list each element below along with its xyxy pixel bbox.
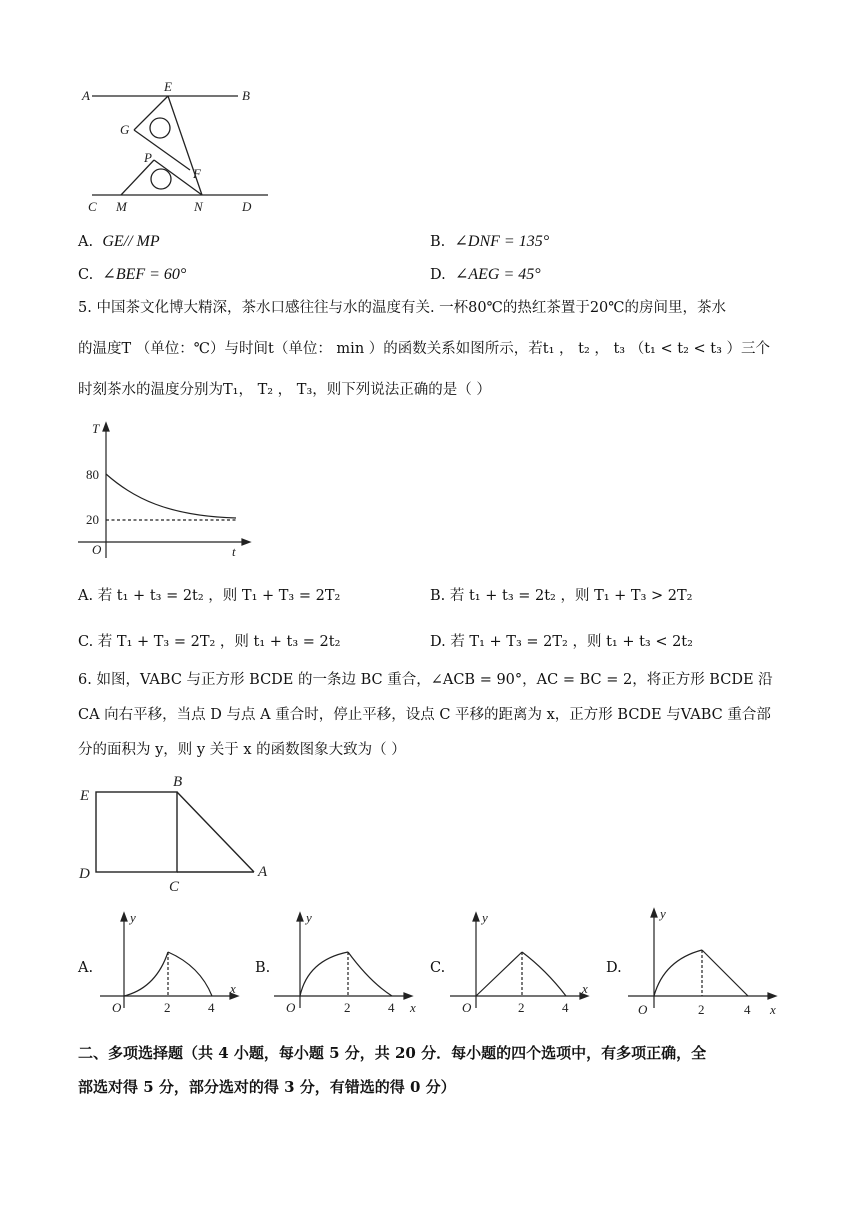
- q4-option-b: B. ∠DNF = 135°: [430, 233, 550, 250]
- q6c-t4: 4: [562, 1000, 569, 1015]
- label-G: G: [120, 122, 130, 137]
- label-N: N: [194, 199, 203, 214]
- q6c-y: y: [482, 910, 488, 925]
- label-C: C: [88, 199, 97, 214]
- label-F: F: [193, 166, 201, 181]
- q5-temperature-graph: [78, 418, 258, 560]
- q5-stem-line3: 时刻茶水的温度分别为T₁， T₂ ， T₃，则下列说法正确的是（ ）: [78, 382, 491, 398]
- q6c-x: x: [582, 981, 588, 996]
- q6-option-c-letter: C.: [430, 960, 446, 976]
- q5-option-b: B. 若 t₁ + t₃ = 2t₂ ，则 T₁ + T₃ > 2T₂: [430, 588, 693, 604]
- q6c-t2: 2: [518, 1000, 525, 1015]
- q6-option-a-graph: [96, 908, 246, 1020]
- q5-option-c: C. 若 T₁ + T₃ = 2T₂ ，则 t₁ + t₃ = 2t₂: [78, 634, 341, 650]
- q6-stem-line2: CA 向右平移，当点 D 与点 A 重合时，停止平移，设点 C 平移的距离为 x，正方形 BCDE 与VABC 重合部: [78, 707, 771, 723]
- q6b-t4: 4: [388, 1000, 395, 1015]
- q5-stem-line1: 5. 中国茶文化博大精深，茶水口感往往与水的温度有关. 一杯80℃的热红茶置于20℃的房间里，茶水: [78, 300, 727, 316]
- q4-option-d: D. ∠AEG = 45°: [430, 266, 541, 283]
- label-P: P: [144, 150, 152, 165]
- q6a-t4: 4: [208, 1000, 215, 1015]
- label-B: B: [242, 88, 250, 103]
- q6a-x: x: [230, 981, 236, 996]
- q6-label-B: B: [173, 774, 183, 790]
- q6-label-D: D: [79, 866, 90, 882]
- q6-option-d-letter: D.: [606, 960, 622, 976]
- q6a-t2: 2: [164, 1000, 171, 1015]
- section2-heading-line1: 二、多项选择题（共 4 小题，每小题 5 分，共 20 分．每小题的四个选项中，有多项正确，全: [78, 1044, 707, 1062]
- q5-axis-t: t: [232, 544, 236, 559]
- q6d-y: y: [660, 906, 666, 921]
- q5-tick-80: 80: [86, 467, 99, 482]
- q6-label-C: C: [169, 879, 180, 894]
- q6b-y: y: [306, 910, 312, 925]
- q6-option-b-letter: B.: [255, 960, 271, 976]
- q6-option-b-graph: [270, 908, 420, 1020]
- q6b-t2: 2: [344, 1000, 351, 1015]
- label-M: M: [116, 199, 127, 214]
- q6-label-A: A: [258, 864, 268, 880]
- q6-stem-line3: 分的面积为 y，则 y 关于 x 的函数图象大致为（ ）: [78, 742, 406, 758]
- q6a-y: y: [130, 910, 136, 925]
- q4-option-a: A. GE// MP: [78, 233, 160, 250]
- q6d-x: x: [770, 1002, 776, 1017]
- q6-option-d-graph: [624, 904, 784, 1020]
- label-A: A: [82, 88, 90, 103]
- q6-label-E: E: [80, 788, 90, 804]
- q5-tick-20: 20: [86, 512, 99, 527]
- q6d-t4: 4: [744, 1002, 751, 1017]
- q5-origin: O: [92, 542, 102, 557]
- q4-figure: [78, 78, 268, 218]
- q6b-x: x: [410, 1000, 416, 1015]
- section2-heading-line2: 部选对得 5 分，部分选对的得 3 分，有错选的得 0 分）: [78, 1078, 456, 1096]
- q6d-t2: 2: [698, 1002, 705, 1017]
- q6-option-a-letter: A.: [78, 960, 94, 976]
- q6b-o: O: [286, 1000, 296, 1015]
- q4-option-c: C. ∠BEF = 60°: [78, 266, 187, 283]
- q5-stem-line2: 的温度T （单位：℃）与时间t（单位： min ）的函数关系如图所示，若t₁ ， t₂ ， t₃ （t₁ < t₂ < t₃ ）三个: [78, 341, 770, 357]
- q6d-o: O: [638, 1002, 648, 1017]
- label-E: E: [164, 79, 172, 94]
- q5-axis-T: T: [92, 421, 100, 436]
- q6c-o: O: [462, 1000, 472, 1015]
- q6-figure: [76, 770, 276, 894]
- q5-option-d: D. 若 T₁ + T₃ = 2T₂ ，则 t₁ + t₃ < 2t₂: [430, 634, 693, 650]
- label-D: D: [242, 199, 252, 214]
- q6-option-c-graph: [446, 908, 596, 1020]
- q6-stem-line1: 6. 如图，VABC 与正方形 BCDE 的一条边 BC 重合，∠ACB = 90°，AC = BC = 2，将正方形 BCDE 沿: [78, 672, 773, 688]
- q5-option-a: A. 若 t₁ + t₃ = 2t₂ ，则 T₁ + T₃ = 2T₂: [78, 588, 341, 604]
- q6a-o: O: [112, 1000, 122, 1015]
